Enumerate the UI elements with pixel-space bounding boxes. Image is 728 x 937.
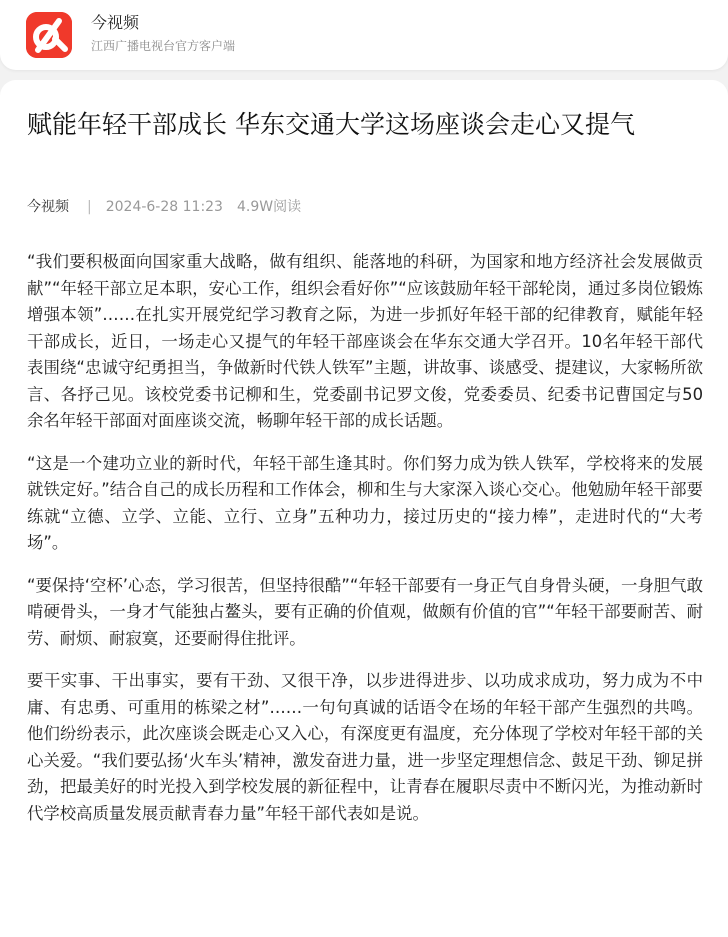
article-paragraph: “我们要积极面向国家重大战略，做有组织、能落地的科研，为国家和地方经济社会发展做贡献”“年轻干部立足本职，安心工作，组织会看好你”“应该鼓励年轻干部轮岗，通过多岗位锻炼增强本领”……在扎实开展党纪学习教育之际，为进一步抓好年轻干部的纪律教育，赋能年轻干部成长，近日，一场走心又提气的年轻干部座谈会在华东交通大学召开。10名年轻干部代表围绕“忠诚守纪勇担当，争做新时代铁人铁军”主题，讲故事、谈感受、提建议，大家畅所欲言、各抒己见。该校党委书记柳和生，党委副书记罗文俊，党委委员、纪委书记曹国定与50余名年轻干部面对面座谈交流，畅聊年轻干部的成长话题。: [27, 252, 703, 430]
article-source[interactable]: 今视频: [27, 199, 69, 215]
article-paragraph: “要保持‘空杯’心态，学习很苦，但坚持很酷”“年轻干部要有一身正气自身骨头硬，一身胆气敢啃硬骨头，一身才气能独占鳌头，要有正确的价值观，做颇有价值的官”“年轻干部要耐苦、耐劳、耐烦、耐寂寞，还要耐得住批评。: [27, 575, 703, 648]
jinshipin-logo-icon[interactable]: [26, 12, 72, 58]
article-title: 赋能年轻干部成长 华东交通大学这场座谈会走心又提气: [27, 110, 635, 139]
article-paragraph: 要干实事、干出事实，要有干劲、又很干净，以步进得进步、以功成求成功，努力成为不中庸、有忠勇、可重用的栋梁之材”……一句句真诚的话语令在场的年轻干部产生强烈的共鸣。他们纷纷表示，此次座谈会既走心又入心，有深度更有温度，充分体现了学校对年轻干部的关心关爱。“我们要弘扬‘火车头’精神，激发奋进力量，进一步坚定理想信念、鼓足干劲、铆足拼劲，把最美好的时光投入到学校发展的新征程中，让青春在履职尽责中不断闪光，为推动新时代学校高质量发展贡献青春力量”年轻干部代表如是说。: [27, 671, 703, 823]
meta-separator: |: [87, 199, 92, 215]
article-meta: [27, 196, 301, 218]
app-header: [0, 0, 728, 70]
article-date: 2024-6-28 11:23: [105, 199, 223, 215]
app-name: 今视频: [91, 13, 140, 32]
app-subtitle: 江西广播电视台官方客户端: [91, 39, 236, 53]
article-card: [0, 80, 728, 937]
article-body: [27, 249, 703, 843]
read-count: 4.9W阅读: [236, 199, 302, 215]
article-paragraph: “这是一个建功立业的新时代，年轻干部生逢其时。你们努力成为铁人铁军，学校将来的发展就铁定好。”结合自己的成长历程和工作体会，柳和生与大家深入谈心交心。他勉励年轻干部要练就“立德、立学、立能、立行、立身”五种功力，接过历史的“接力棒”，走进时代的“大考场”。: [27, 453, 703, 552]
